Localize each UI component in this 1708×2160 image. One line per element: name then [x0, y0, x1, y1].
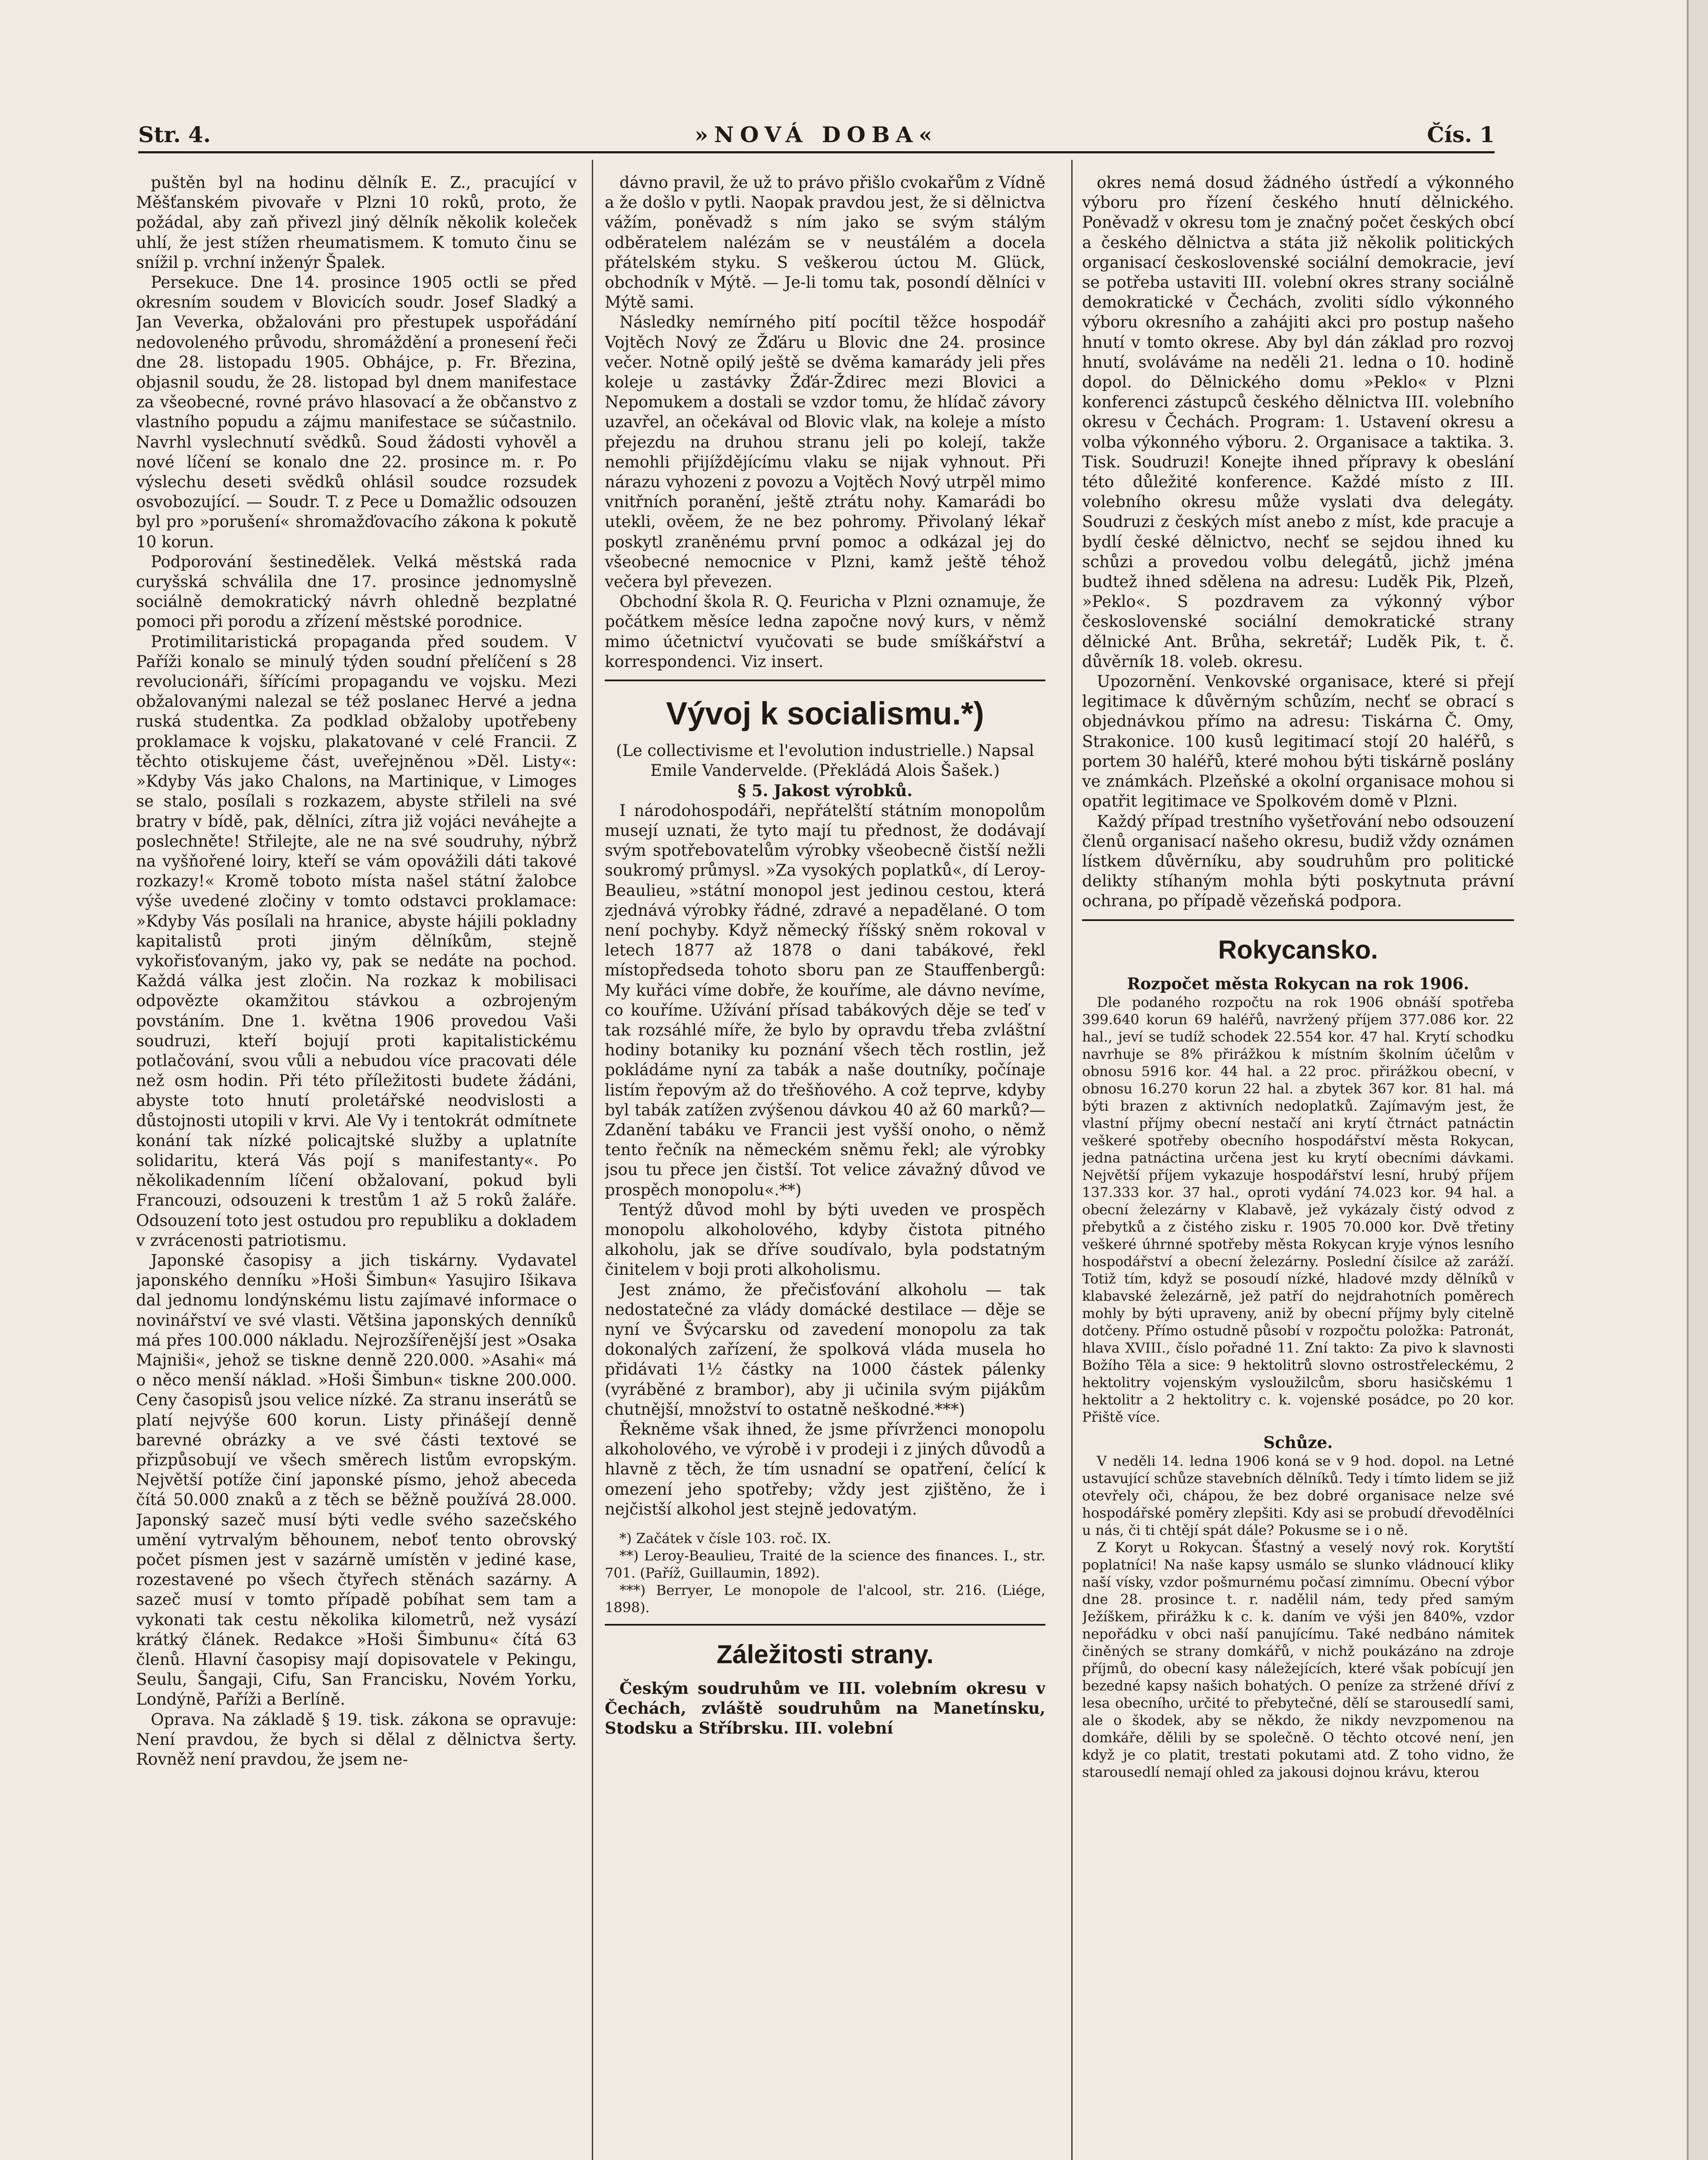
section-rule — [605, 680, 1045, 681]
column-2 — [605, 173, 1045, 2160]
masthead-title: »NOVÁ DOBA« — [695, 122, 938, 147]
article-obchodni-skola: Obchodní škola R. Q. Feuricha v Plzni oznamuje, že počátkem měsíce ledna započne nový kurs, v němž mimo účetnictví vyučovati se bude smíškářství a korrespondenci. Viz insert. — [605, 592, 1045, 671]
page-header — [138, 122, 1495, 149]
rokycansko-subtitle: Rozpočet města Rokycan na rok 1906. — [1127, 974, 1469, 993]
vyvoj-paragraph: Řekněme však ihned, že jsme přívrženci monopolu alkoholového, ve výrobě i v prodeji i z jiných důvodů a hlavně z těch, že tím usnadní se opatření, čelící k omezení jeho spotřeby; vždy jest zjištěno, že i nejčistší alkohol jest stejně jedovatým. — [605, 1420, 1045, 1518]
article-oprava: Oprava. Na základě § 19. tisk. zákona se opravuje: Není pravdou, že bych si dělal z dělnictva šerty. Rovněž není pravdou, že jsem ne- — [136, 1710, 577, 1769]
rokycansko-paragraph: Dle podaného rozpočtu na rok 1906 obnáší spotřeba 399.640 korun 69 haléřů, navržený příjem 377.086 kor. 22 hal., jeví se tudíž schodek 22.554 kor. 47 hal. Krytí schodku navrhuje se 8% přirážkou k místním školním účelům v obnosu 5916 kor. 44 hal. a 22 proc. přirážkou obecní, v obnosu 16.270 korun 22 hal. a zbytek 367 kor. 81 hal. má býti brazen z aktivních nedoplatků. Zajímavým jest, že vlastní příjmy obecní nestačí ani krytí čtrnáct patnáctin veškeré spotřeby obecního hospodářství města Rokycan, jedna patnáctina určena jest ku krytí obecními dávkami. Největší příjem vykazuje hospodářství lesní, hrubý příjem 137.333 kor. 37 hal., oproti vydání 74.023 kor. 94 hal. a obecní železárny v Klabavě, jež vykázaly čistý odvod z přebytků a z čistého zisku r. 1905 70.000 kor. Dvě třetiny veškeré úhrnné spotřeby města Rokycan kryje výnos lesního hospodářství a obecní železárny. Poslední čísilce až zaráží. Totiž tím, když se posoudí nízké, hladové mzdy dělníků v klabavské železárně, jež patří do nejdrahotních poměrech mohly by býti upraveny, aniž by obecní příjmy byly citelně dotčeny. Přímo ostudně působí v rozpočtu položka: Patronát, hlava XVIII., číslo pořadné 11. Zní takto: Za pivo k slavnosti Božího Těla a sice: 9 hektolitrů slovno ostrostřeleckému, 2 hektolitry vojenským vysloužilcům, sboru hasičskému 1 hektolitr a 2 hektolitry c. k. vojenské posádce, po 20 kor. Přiště více. — [1082, 994, 1514, 1425]
article-nasledky: Následky nemírného pití pocítil těžce hospodář Vojtěch Nový ze Žďáru u Blovic dne 24. prosince večer. Notně opilý ještě se dvěma kamarády jeli přes koleje u zastávky Žďár-Ždirec mezi Blovici a Nepomukem a dostali se vzdor tomu, že hlídač závory uzavřel, an očekával od Blovic vlak, na koleje a místo přejezdu na druhou stranu jeli po kolejí, takže nemohli přijíždějícímu vlaku se nijak vyhnout. Při nárazu vyhozeni z povozu a Vojtěch Nový utrpěl mimo vnitřních poranění, ještě ztrátu nohy. Kamarádi bo utekli, ověem, že ne bez pohromy. Přivolaný lékař poskytl zraněnému první pomoc a odkázal jej do všeobecné nemocnice v Plzni, kamž ještě téhož večera byl převezen. — [605, 313, 1045, 591]
article-okres: okres nemá dosud žádného ústředí a výkonného výboru pro řízení českého hnutí dělnického. Poněvadž v okresu tom je značný počet českých obcí a českého dělnictva a státa již několik politických organisací československé sociální demokracie, jeví se potřeba ustaviti III. volební okres strany sociálně demokratické v Čechách, zvoliti sídlo výkonného výboru okresního a zahájiti akci pro postup našeho hnutí v tomto okrese. Aby byl dán základ pro rozvoj hnutí, svoláváme na neděli 21. ledna o 10. hodině dopol. do Dělnického domu »Peklo« v Plzni konferenci zástupců českého dělnictva III. volebního okresu v Čechách. Program: 1. Ustavení okresu a volba výkonného výboru. 2. Organisace a taktika. 3. Tisk. Soudruzi! Konejte ihned přípravy k obeslání této důležité konference. Každé místo z III. volebního okresu může vyslati dva delegáty. Soudruzi z českých míst anebo z míst, kde pracuje a bydlí české dělnictvo, nechť se sejdou ihned ku schůzi a provedou volbu delegátů, jichž jména budtež ihned sdělena na adresu: Luděk Pik, Plzeň, »Peklo«. S pozdravem za výkonný výbor československé sociální demokratické strany dělnické Ant. Brůha, sekretář; Luděk Pik, t. č. důvěrník 18. voleb. okresu. — [1082, 173, 1514, 671]
article-persekuce: Persekuce. Dne 14. prosince 1905 octli se před okresním soudem v Blovicích soudr. Josef Sladký a Jan Veverka, obžalováni pro přestupek uspořádání nedovoleného průvodu, shromáždění a pronesení řeči dne 28. listopadu 1905. Obhájce, p. Fr. Březina, objasnil soudu, že 28. listopad byl dnem manifestace za všeobecné, rovné právo hlasovací a že občanstvo z vlastního popudu a zájmu manifestace se súčastnilo. Navrhl vyslechnutí svědků. Soud žádosti vyhověl a nové líčení se konalo dne 22. prosince m. r. Po výslechu deseti svědků ohlásil soudce rozsudek osvobozující. — Soudr. T. z Pece u Domažlic odsouzen byl pro »porušení« shromažďovacího zákona k pokutě 10 korun. — [136, 273, 577, 551]
article-continuation: dávno pravil, že už to právo přišlo cvokařům z Vídně a že došlo v pytli. Naopak pravdou jest, že si dělnictva vážím, poněvadž s ním jako se svým stálým odběratelem nalézám se v neustálém a docela přátelském styku. S veškerou úctou M. Glück, obchodník v Mýtě. — Je-li tomu tak, posondí dělníci v Mýtě sami. — [605, 173, 1045, 312]
zalezitosti-text: Českým soudruhům ve III. volebním okresu v Čechách, zvláště soudruhům na Manetínsku, Stodsku a Stříbrsku. III. volební — [605, 1679, 1045, 1738]
vyvoj-title: Vývoj k socialismu.*) — [666, 696, 984, 732]
article-japonske-casopisy: Japonské časopisy a jich tiskárny. Vydavatel japonského denníku »Hoši Šimbun« Yasujiro Išikava dal jednomu londýnskému listu zajímavé informace o novinářství ve své vlasti. Většina japonských denníků má přes 100.000 nákladu. Nejrozšířenější jest »Osaka Majniši«, jehož se tiskne denně 220.000. »Asahi« má o něco menší náklad. »Hoši Šimbun« tiskne 200.000. Ceny časopisů jsou velice nízké. Za stranu inserátů se platí nejvýše 600 korun. Listy přinášejí denně barevné obrázky a ve své části textové se přizpůsobují ve všech směrech listům evropským. Největší potíže činí japonské písmo, jehož abeceda čítá 50.000 znaků a z těch se běžně používá 28.000. Japonský sazeč musí býti vedle svého sazečského umění vytrvalým běhounem, neboť tento obrovský počet písmen jest v sazárně umístěn v jediné kase, rozestavené po všech čtyřech stěnách sazárny. A sazeč musí v tomto případě pobíhat sem tam a vykonati tak cestu několika kilometrů, než vysází krátký článek. Redakce »Hoši Šimbunu« čítá 63 členů. Hlavní časopisy mají dopisovatele v Pekingu, Seulu, Šangaji, Cifu, San Francisku, Novém Yorku, Londýně, Paříži a Berlíně. — [136, 1251, 577, 1709]
column-divider — [1071, 160, 1073, 2160]
schuze-title: Schůze. — [1263, 1433, 1333, 1452]
column-3 — [1082, 173, 1514, 2160]
issue-number: Čís. 1 — [1427, 122, 1495, 147]
koryty-paragraph: Z Koryt u Rokycan. Šťastný a veselý nový rok. Korytští poplatníci! Na naše kapsy usmálo se slunko vládnoucí kliky naší vísky, vzdor pošmurnému počasí zimnímu. Obecní výbor dne 28. prosince t. r. nadělil nám, tedy před samým Ježíškem, přirážku k c. k. daním ve výši jen 840%, vzdor nepořádku v obci naší panujícímu. Také nedbáno námitek činěných se strany domkářů, v nichž poukázáno na zdroje příjmů, do obecní kasy náležejících, které však pobícují jen bezedné kapsy našich bohatých. O peníze za stržené dříví z lesa obecního, určité to přebytečné, dělí se starousedlí sami, ale o škodek, aby se někdo, že nikdy nevzpomenou na domkáře, dělili by se společně. O těchto otcové není, jen když je co platit, trestati pokutami atd. Z toho vidno, že starousedlí nemají ohled za jakousi dojnou krávu, kterou — [1082, 1539, 1514, 1780]
page-number: Str. 4. — [138, 122, 211, 147]
vyvoj-subtitle: (Le collectivisme et l'evolution industrielle.) Napsal Emile Vandervelde. (Překládá Alois Šašek.) — [616, 741, 1034, 780]
section-rule — [1082, 919, 1514, 921]
article-upozorneni: Upozornění. Venkovské organisace, které si přejí legitimace k důvěrným schůzím, nechť se obrací s objednávkou přímo na adresu: Tiskárna Č. Omy, Strakonice. 100 kusů legitimací stojí 20 haléřů, s portem 30 haléřů, které mohou býti tiskárně poslány ve známkách. Plzeňské a okolní organisace mohou si opatřit legitimace ve Spolkovém domě v Plzni. — [1082, 672, 1514, 811]
schuze-paragraph: V neděli 14. ledna 1906 koná se v 9 hod. dopol. na Letné ustavující schůze stavebních dělníků. Tedy i tímto lidem se již otevřely oči, chápou, že bez dobré organisace nelze své hospodářské poměry zlepšiti. Kdy asi se probudí dřevodělníci u nás, či ti chtějí spát dále? Pokusme se i o ně. — [1082, 1452, 1514, 1538]
article-sestinedelky: Podporování šestinedělek. Velká městská rada curyšská schválila dne 17. prosince jednomyslně sociálně demokratický návrh ohledně bezplatné pomoci při porodu a zřízení městské porodnice. — [136, 552, 577, 631]
article-vysetrovani: Každý případ trestního vyšetřování nebo odsouzení členů organisací našeho okresu, budiž vždy oznámen lístkem důvěrníku, aby soudruhům pro politické delikty stíhaným mohla býti poskytnuta právní ochrana, po případě vězeňská podpora. — [1082, 812, 1514, 911]
section-rule — [605, 1624, 1045, 1626]
page-edge — [1687, 0, 1708, 2160]
column-1 — [136, 173, 577, 2160]
vyvoj-paragraph: Jest známo, že přečisťování alkoholu — tak nedostatečné za vlády domácké destilace — děje se nyní ve Švýcarsku od zavedení monopolu za tak dokonalých zařízení, že spolková vláda musela ho přidávati 1½ částky na 1000 částek pálenky (vyráběné z brambor), aby ji učinila svým pijákům chutnější, množství to ostatně neškodné.***) — [605, 1280, 1045, 1419]
footnote: **) Leroy-Beaulieu, Traité de la science des finances. I., str. 701. (Paříž, Guillaumin, 1892). — [605, 1547, 1045, 1581]
vyvoj-paragraph: Tentýž důvod mohl by býti uveden ve prospěch monopolu alkoholového, kdyby čistota pitného alkoholu, jak se dříve soudívalo, byla podstatným činitelem v boji proti alkoholismu. — [605, 1200, 1045, 1279]
vyvoj-paragraph: I národohospodáři, nepřátelští státním monopolům musejí uznati, že tyto mají tu přednost, že dodávají svým spotřebovatelům výrobky všeobecně čistší nežli soukromý průmysl. »Za vysokých poplatků«, dí Leroy-Beaulieu, »státní monopol jest jedinou cestou, která zjednává výrobky řádné, zdravé a nepadělané. O tom není pochyby. Když německý říšský sněm rokoval v letech 1877 až 1878 o dani tabákové, řekl místopředseda tohoto sboru pan ze Stauffenbergů: My kuřáci víme dobře, že kouříme, ale dávno nevíme, co kouříme. Užívání přísad tabákových děje se teď v tak rozsáhlé míře, že bylo by opravdu třeba zvláštní hodiny botaniky ku poznání všech těch rostlin, jež pokládáme nyní za tabák a naše doutníky, počínaje listím řepovým až do třešňového. A což teprve, kdyby byl tabák zatížen zvýšenou dávkou 40 až 60 marků?— Zdanění tabáku ve Francii jest vyšší onoho, o němž tento řečník na německém sněmu řekl; ale výrobky jsou tu přece jen čistší. Tot velice závažný důvod ve prospěch monopolu«.**) — [605, 801, 1045, 1199]
article-text: puštěn byl na hodinu dělník E. Z., pracující v Měšťanském pivovaře v Plzni 10 roků, proto, že požádal, aby zaň přivezl jiný dělník několik koleček uhlí, že jest stížen rheumatismem. K tomuto činu se snížil p. vrchní inženýr Špalek. — [136, 173, 577, 272]
header-rule — [138, 151, 1495, 153]
footnote: ***) Berryer, Le monopole de l'alcool, str. 216. (Liége, 1898). — [605, 1582, 1045, 1616]
column-divider — [592, 160, 593, 2160]
footnote: *) Začátek v čísle 103. roč. IX. — [619, 1530, 832, 1547]
article-protimilitaristicka: Protimilitaristická propaganda před soudem. V Paříži konalo se minulý týden soudní přelíčení s 28 revolucionáři, šířícími propagandu ve vojsku. Mezi obžalovanými nalezal se též poslanec Hervé a jedna ruská studentka. Za podklad obžaloby upotřebeny proklamace k vojsku, plakatované v celé Francii. Z těchto otiskujeme část, uveřejněnou »Děl. Listy«: »Kdyby Vás jako Chalons, na Martinique, v Limoges se stalo, posílali s rozkazem, abyste střileli na své bratry v bídě, pak, dělníci, zítra již vojáci neváhejte a poslechněte! Střilejte, ale ne na své soudruhy, nýbrž na vyšňořené loiry, kteří se vám opovážili dáti takové rozkazy!« Kromě toboto místa našel státní žalobce výše uvedené zločiny v tomto odstavci proklamace: »Kdyby Vás posílali na hranice, abyste hájili pokladny kapitalistů proti jiným dělníkům, stejně vykořisťovaným, jako vy, pak se nedáte na pochod. Každá válka jest zločin. Na rozkaz k mobilisaci odpovězte okamžitou stávkou a ozbrojeným povstáním. Dne 1. května 1906 provedou Vaši soudruzi, kteří bojují proti kapitalistickému potlačování, svou vůli a nebudou více pracovati déle než osm hodin. Při této příležitosti budete žádáni, abyste toto hnutí proletářské neodvislosti a důstojnosti utopili v krvi. Ale Vy i tentokrát odmítnete konání tak nízké policajtské služby a uplatníte solidaritu, která Vás pojí s manifestanty«. Po několikadenním líčení obžalovaní, pokud byli Francouzi, odsouzeni k trestům 1 až 5 roků žaláře. Odsouzení toto jest ostudou pro republiku a dokladem v zvrácenosti patriotismu. — [136, 632, 577, 1250]
zalezitosti-title: Záležitosti strany. — [716, 1640, 934, 1669]
rokycansko-title: Rokycansko. — [1218, 935, 1378, 964]
vyvoj-section: § 5. Jakost výrobků. — [737, 781, 913, 800]
